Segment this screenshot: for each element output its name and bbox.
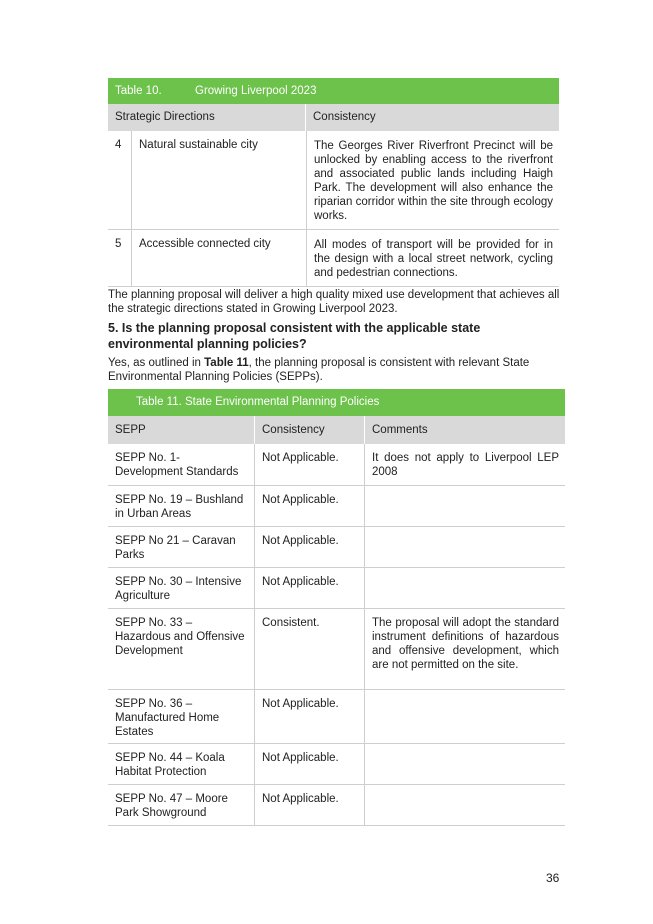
row-direction: Accessible connected city <box>132 230 307 286</box>
table-number: Table 10. <box>115 85 162 97</box>
table-row <box>108 744 565 785</box>
row-comments <box>365 486 565 526</box>
row-consistency: Not Applicable. <box>255 744 365 784</box>
table-caption: Table 11. State Environmental Planning Policies <box>108 389 565 416</box>
table-header <box>108 416 565 444</box>
row-consistency: Not Applicable. <box>255 444 365 485</box>
page-number: 36 <box>546 871 560 885</box>
row-consistency: Not Applicable. <box>255 690 365 743</box>
table-row <box>108 131 559 230</box>
row-consistency: Not Applicable. <box>255 486 365 526</box>
row-sepp: SEPP No. 36 – Manufactured Home Estates <box>108 690 255 743</box>
row-comments <box>365 690 565 743</box>
answer-text-start: Yes, as outlined in <box>108 357 205 369</box>
header-consistency: Consistency <box>313 111 376 123</box>
summary-paragraph: The planning proposal will deliver a high quality mixed use development that achieves all the strategic directions stated in Growing Liverpool 2023. <box>108 289 560 315</box>
table-header <box>108 104 559 131</box>
row-consistency: Consistent. <box>255 609 365 689</box>
row-sepp: SEPP No. 30 – Intensive Agriculture <box>108 568 255 608</box>
table-title: Growing Liverpool 2023 <box>195 85 317 97</box>
row-consistency: Not Applicable. <box>255 785 365 825</box>
answer-text-end: , the planning proposal is consistent with relevant State Environmental Planning Policies (SEPPs). <box>108 357 530 383</box>
row-consistency: The Georges River Riverfront Precinct will be unlocked by enabling access to the riverfront and associated public lands including Haigh Park. The development will also enhance the riparian corridor within the site through ecology works. <box>314 140 553 222</box>
table-row <box>108 568 565 609</box>
table-row <box>108 444 565 486</box>
answer-paragraph <box>108 356 560 384</box>
row-sepp: SEPP No 21 – Caravan Parks <box>108 527 255 567</box>
row-comments <box>365 744 565 784</box>
table-row <box>108 486 565 527</box>
header-sepp: SEPP <box>108 416 255 444</box>
header-strategic-directions: Strategic Directions <box>108 104 306 131</box>
row-comments <box>365 785 565 825</box>
row-sepp: SEPP No. 47 – Moore Park Showground <box>108 785 255 825</box>
row-number: 4 <box>108 131 132 229</box>
row-sepp: SEPP No. 33 – Hazardous and Offensive Development <box>108 609 255 689</box>
row-comments <box>365 527 565 567</box>
row-consistency: Not Applicable. <box>255 568 365 608</box>
row-direction: Natural sustainable city <box>132 131 307 229</box>
table-row <box>108 785 565 826</box>
row-comments <box>365 568 565 608</box>
row-consistency: All modes of transport will be provided for in the design with a local street network, cycling and pedestrian connections. <box>314 239 553 279</box>
table-sepp <box>108 389 565 826</box>
row-sepp: SEPP No. 19 – Bushland in Urban Areas <box>108 486 255 526</box>
row-sepp: SEPP No. 1- Development Standards <box>108 444 255 485</box>
header-comments: Comments <box>372 424 428 436</box>
row-comments: It does not apply to Liverpool LEP 2008 <box>372 452 559 478</box>
table-row <box>108 527 565 568</box>
table-row <box>108 230 559 287</box>
row-number: 5 <box>108 230 132 286</box>
table-row <box>108 690 565 744</box>
question-heading: 5. Is the planning proposal consistent with the applicable state environmental planning policies? <box>108 321 481 351</box>
row-sepp: SEPP No. 44 – Koala Habitat Protection <box>108 744 255 784</box>
table-caption <box>108 78 559 104</box>
table-reference: Table 11 <box>204 357 249 369</box>
row-consistency: Not Applicable. <box>255 527 365 567</box>
header-consistency: Consistency <box>255 416 365 444</box>
row-comments: The proposal will adopt the standard instrument definitions of hazardous and offensive development, which are not permitted on the site. <box>372 617 559 671</box>
table-row <box>108 609 565 690</box>
table-growing-liverpool <box>108 78 559 287</box>
